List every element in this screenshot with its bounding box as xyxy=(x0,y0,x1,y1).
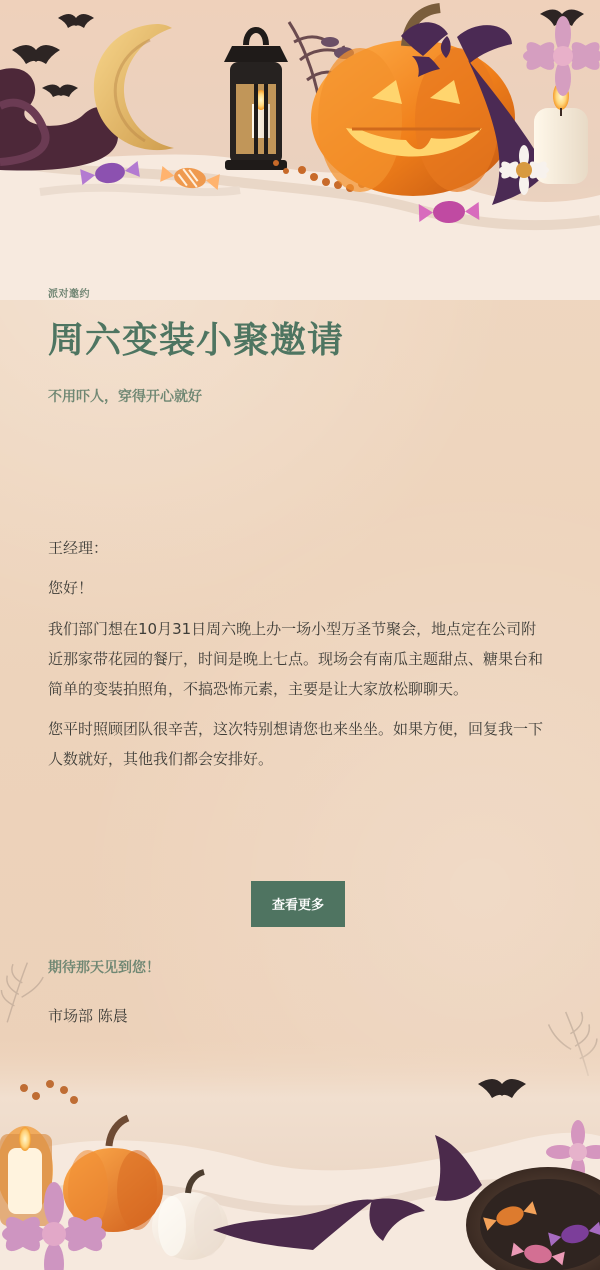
lantern-icon xyxy=(224,30,288,170)
page-subtitle: 不用吓人，穿得开心就好 xyxy=(48,389,202,405)
closing-line: 期待那天见到您！ xyxy=(48,960,160,976)
letter-paragraph-2: 您平时照顾团队很辛苦，这次特别想请您也来坐坐。如果方便，回复我一下人数就好，其他我们都会安排好。 xyxy=(48,720,544,768)
halloween-top-illustration xyxy=(0,0,600,300)
eyebrow-label: 派对邀约 xyxy=(48,289,90,300)
page-title: 周六变装小聚邀请 xyxy=(48,320,345,361)
faded-leaf-decoration xyxy=(0,930,72,1050)
letter-greeting: 您好！ xyxy=(48,579,94,597)
letter-salutation: 王经理： xyxy=(48,539,109,557)
invitation-content xyxy=(48,285,548,1025)
cta-container xyxy=(48,881,548,927)
letter-paragraph-1: 我们部门想在10月31日周六晚上办一场小型万圣节聚会，地点定在公司附近那家带花园的餐厅，时间是晚上七点。现场会有南瓜主题甜点、糖果台和简单的变装拍照角，不搞恐怖元素，主要是让大家放松聊聊天。 xyxy=(48,620,544,698)
view-more-button[interactable]: 查看更多 xyxy=(251,881,345,927)
sender-signature: 市场部 陈晨 xyxy=(48,1007,128,1025)
halloween-bottom-illustration xyxy=(0,1040,600,1270)
